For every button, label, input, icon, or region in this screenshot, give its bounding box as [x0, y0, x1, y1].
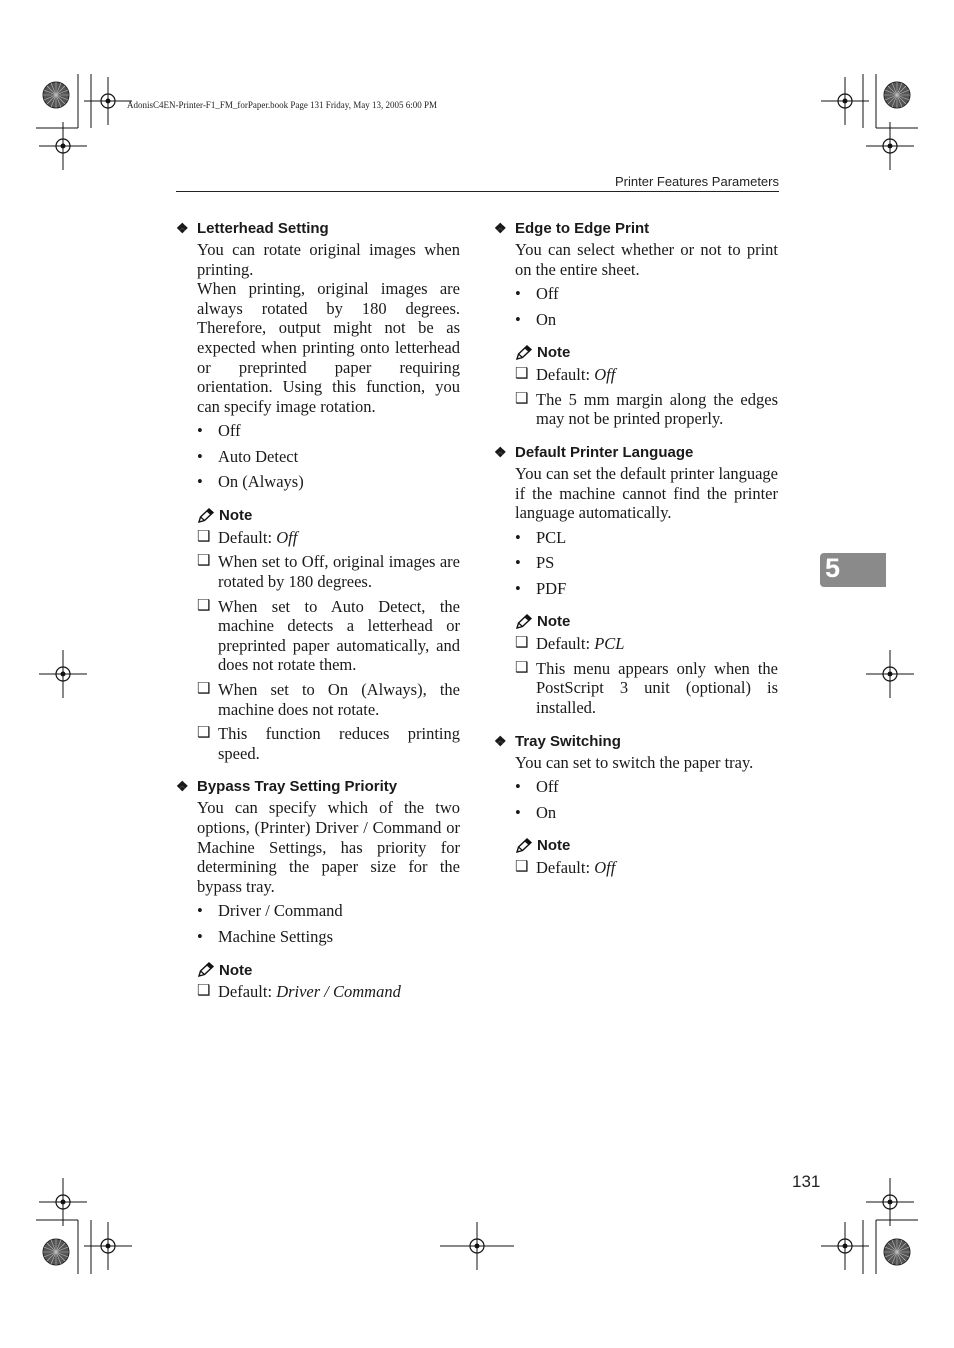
- checkbox-icon: ❑: [197, 983, 211, 1000]
- checkbox-icon: ❑: [515, 635, 529, 652]
- list-item: • Off: [515, 777, 559, 797]
- note-item: ❑ Default: Off: [515, 365, 616, 385]
- checkbox-icon: ❑: [515, 859, 529, 876]
- pencil-icon: [515, 838, 533, 854]
- registration-mark-icon: [866, 122, 914, 170]
- list-item: • On (Always): [197, 472, 304, 492]
- pencil-icon: [197, 962, 215, 978]
- list-item: • Auto Detect: [197, 446, 299, 466]
- registration-star-icon: [884, 82, 910, 108]
- chapter-tab: [820, 553, 886, 587]
- section-edge-to-edge-print: [494, 218, 778, 429]
- diamond-bullet-icon: ❖: [494, 220, 507, 236]
- option-list: [515, 528, 778, 605]
- paragraph: You can set the default printer language if the machine cannot find the printer language automatically.: [515, 463, 778, 523]
- print-info: AdonisC4EN-Printer-F1_FM_forPaper.book Page 131 Friday, May 13, 2005 6:00 PM: [127, 100, 437, 110]
- note-heading: Note: [515, 612, 778, 632]
- diamond-bullet-icon: ❖: [494, 732, 507, 749]
- checkbox-icon: ❑: [197, 597, 211, 614]
- checkbox-icon: ❑: [197, 528, 211, 545]
- right-column: [494, 218, 778, 891]
- note-item: ❑ When set to Auto Detect, the machine detects a letterhead or preprinted paper automatically, and does not rotate them.: [197, 596, 460, 675]
- pencil-icon: [515, 614, 533, 630]
- list-item: • Driver / Command: [197, 901, 343, 921]
- list-item: • PDF: [515, 578, 567, 598]
- list-item: • On: [515, 309, 557, 329]
- section-title: Edge to Edge Print: [515, 220, 650, 237]
- registration-mark-icon: [866, 1178, 914, 1226]
- list-item: • PCL: [515, 527, 567, 547]
- paragraph: You can rotate original images when printing.: [197, 240, 460, 279]
- pencil-icon: [515, 345, 533, 361]
- diamond-bullet-icon: ❖: [176, 778, 189, 795]
- section-title: Letterhead Setting: [197, 220, 329, 237]
- note-item: ❑ Default: Driver / Command: [197, 982, 401, 1002]
- section-default-printer-language: [494, 442, 778, 718]
- paragraph: You can specify which of the two options, (Printer) Driver / Command or Machine Settings, has priority for determining the paper size for the bypass tray.: [197, 798, 460, 896]
- diamond-bullet-icon: ❖: [176, 220, 189, 236]
- note-item: ❑ Default: Off: [515, 858, 616, 878]
- note-heading: Note: [197, 960, 460, 980]
- section-title: Default Printer Language: [515, 443, 694, 461]
- note-heading: Note: [515, 836, 778, 856]
- section-tray-switching: [494, 731, 778, 878]
- registration-mark-icon: [39, 1178, 87, 1226]
- left-column: [176, 218, 460, 1015]
- list-item: • Machine Settings: [197, 926, 334, 946]
- note-item: ❑ When set to On (Always), the machine does not rotate.: [197, 680, 460, 719]
- note-item: ❑ Default: PCL: [515, 634, 625, 654]
- section-bypass-tray-setting-priority: [176, 776, 460, 1002]
- registration-star-icon: [43, 1239, 69, 1265]
- registration-mark-icon: [39, 650, 87, 698]
- list-item: • On: [515, 802, 557, 822]
- list-item: • Off: [197, 421, 241, 441]
- option-list: [515, 284, 778, 335]
- checkbox-icon: ❑: [197, 681, 211, 697]
- registration-star-icon: [884, 1239, 910, 1265]
- registration-star-icon: [43, 82, 69, 108]
- pencil-icon: [197, 508, 215, 524]
- registration-mark-icon: [821, 77, 869, 125]
- section-title: Tray Switching: [515, 732, 621, 750]
- running-head-title: Printer Features Parameters: [614, 174, 779, 189]
- running-head: [176, 172, 779, 192]
- note-item: ❑ Default: Off: [197, 527, 298, 547]
- option-list: [197, 421, 460, 498]
- note-item: ❑ The 5 mm margin along the edges may not be printed properly.: [515, 389, 778, 429]
- list-item: • Off: [515, 284, 559, 304]
- checkbox-icon: ❑: [515, 390, 529, 407]
- paragraph: When printing, original images are always rotated by 180 degrees. Therefore, output might not be as expected when printing onto letterhead or preprinted paper requiring orientation. Using this function, you can specify image rotation.: [197, 279, 460, 416]
- list-item: • PS: [515, 553, 555, 573]
- checkbox-icon: ❑: [515, 659, 529, 676]
- note-item: ❑ This menu appears only when the PostScript 3 unit (optional) is installed.: [515, 658, 778, 718]
- option-list: [515, 777, 778, 828]
- checkbox-icon: ❑: [515, 366, 529, 383]
- checkbox-icon: ❑: [197, 553, 211, 570]
- note-heading: Note: [197, 506, 460, 526]
- paragraph: You can set to switch the paper tray.: [515, 752, 754, 772]
- note-item: ❑ When set to Off, original images are rotated by 180 degrees.: [197, 552, 460, 592]
- checkbox-icon: ❑: [197, 725, 211, 742]
- note-heading: Note: [515, 343, 778, 363]
- diamond-bullet-icon: ❖: [494, 443, 507, 460]
- note-item: ❑ This function reduces printing speed.: [197, 724, 460, 763]
- page-number: 131: [792, 1172, 821, 1191]
- registration-mark-icon: [39, 122, 87, 170]
- option-list: [197, 901, 460, 952]
- section-title: Bypass Tray Setting Priority: [197, 778, 398, 796]
- registration-mark-icon: [821, 1222, 869, 1270]
- section-letterhead-setting: [176, 218, 460, 763]
- registration-mark-icon: [866, 650, 914, 698]
- paragraph: You can select whether or not to print on the entire sheet.: [515, 240, 778, 279]
- chapter-number: 5: [825, 553, 841, 583]
